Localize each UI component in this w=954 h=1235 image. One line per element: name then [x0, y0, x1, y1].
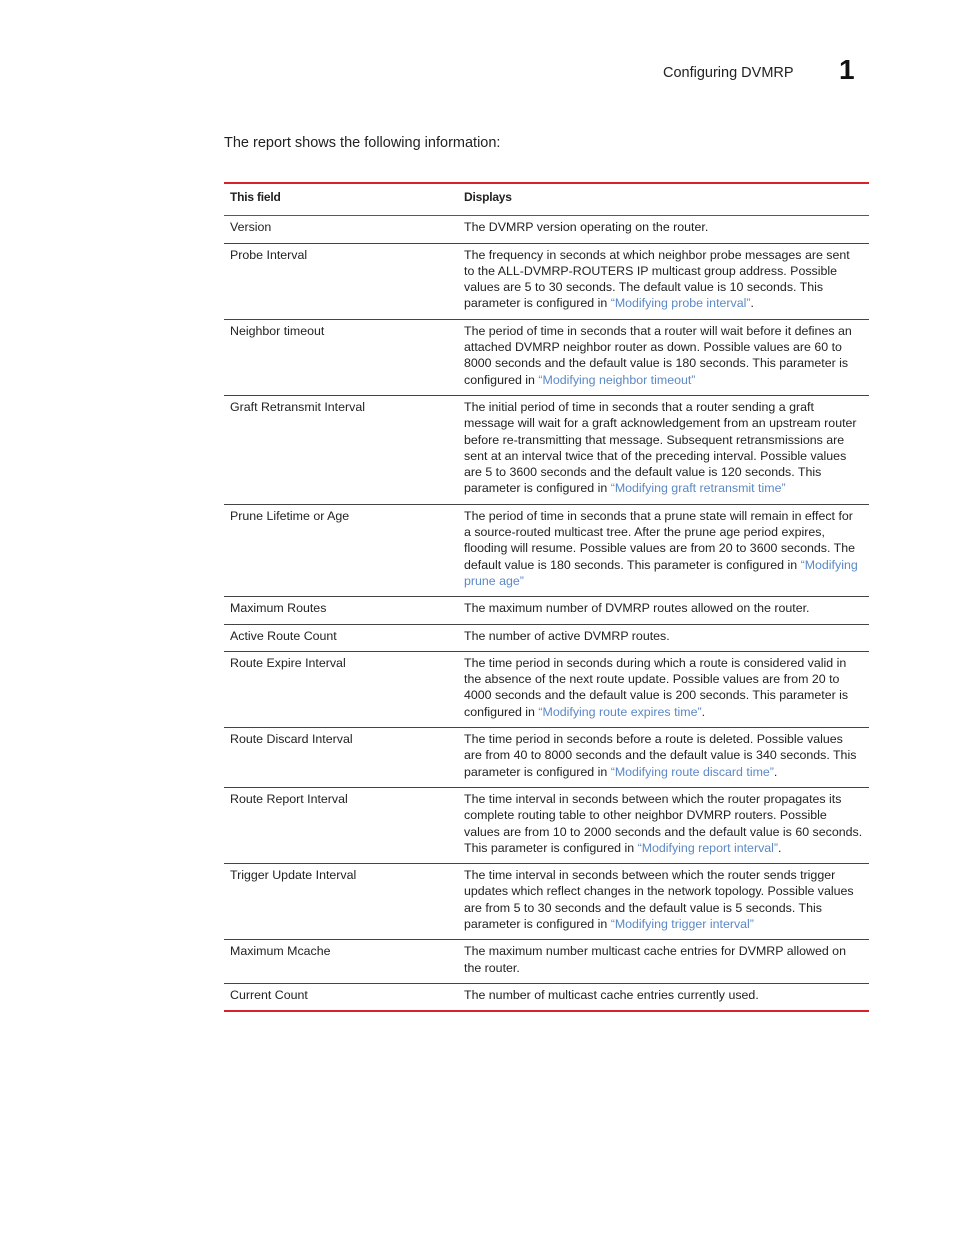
field-name: Route Report Interval — [224, 787, 458, 863]
cross-reference-link[interactable]: “Modifying trigger interval” — [610, 916, 754, 931]
cross-reference-link[interactable]: “Modifying graft retransmit time” — [610, 481, 786, 496]
table-row — [224, 395, 869, 504]
field-name: Route Expire Interval — [224, 651, 458, 727]
field-description — [458, 651, 869, 727]
description-text: The maximum number of DVMRP routes allowed on the router. — [464, 601, 810, 616]
table-row — [224, 864, 869, 940]
cross-reference-link[interactable]: “Modifying prune age” — [464, 557, 858, 588]
table-row — [224, 319, 869, 395]
running-header-title: Configuring DVMRP — [663, 65, 794, 81]
field-name: Version — [224, 216, 458, 243]
cross-reference-link[interactable]: “Modifying neighbor timeout” — [538, 372, 696, 387]
description-text: The time interval in seconds between which the router propagates its complete routing table to other neighbor DVMRP routers. Possible values are from 10 to 2000 seconds and the default value is 60 seconds. This parameter is configured in — [464, 791, 863, 855]
field-description — [458, 243, 869, 319]
field-name: Maximum Mcache — [224, 940, 458, 984]
table-header-row — [224, 183, 869, 216]
field-description — [458, 983, 869, 1011]
table-row — [224, 940, 869, 984]
field-description — [458, 504, 869, 596]
table-row — [224, 597, 869, 624]
table-row — [224, 504, 869, 596]
field-name: Current Count — [230, 987, 308, 1002]
field-name: Route Discard Interval — [224, 728, 458, 788]
description-text: The maximum number multicast cache entries for DVMRP allowed on the router. — [464, 944, 846, 975]
report-fields-table — [224, 182, 869, 1012]
column-header-displays: Displays — [458, 183, 869, 216]
table-row — [224, 243, 869, 319]
field-name: Neighbor timeout — [224, 319, 458, 395]
field-description — [458, 395, 869, 504]
field-description — [458, 940, 869, 984]
table-row — [224, 651, 869, 727]
field-name: Probe Interval — [224, 243, 458, 319]
column-header-field: This field — [224, 183, 458, 216]
table-row — [224, 983, 869, 1011]
field-description — [458, 597, 869, 624]
field-description — [458, 864, 869, 940]
description-text: The time period in seconds during which a route is considered valid in the absence of the next route update. Possible values are from 20 to 4000 seconds and the default value is 200 seconds. This parameter is configured in — [464, 655, 849, 719]
description-suffix: . — [773, 764, 778, 779]
cross-reference-link[interactable]: “Modifying report interval” — [637, 840, 779, 855]
description-text: The number of active DVMRP routes. — [464, 628, 670, 643]
description-text: The time interval in seconds between which the router sends trigger updates which reflect changes in the network topology. Possible values are from 5 to 30 seconds and the default value is 5 seconds. This parameter is configured in — [464, 868, 854, 931]
field-name: Trigger Update Interval — [224, 864, 458, 940]
intro-paragraph: The report shows the following information: — [224, 135, 501, 151]
description-suffix: . — [778, 840, 782, 855]
description-text: The period of time in seconds that a router will wait before it defines an attached DVMRP neighbor router as down. Possible values are 60 to 8000 seconds and the default value is 180 seconds. This parameter is configured in — [464, 323, 852, 387]
cross-reference-link[interactable]: “Modifying route expires time” — [538, 704, 702, 719]
field-description — [458, 319, 869, 395]
description-text: The frequency in seconds at which neighbor probe messages are sent to the ALL-DVMRP-ROUTERS IP multicast group address. Possible values are 5 to 30 seconds. The default value is 10 seconds. This parameter is configured in — [464, 247, 850, 311]
field-description — [458, 787, 869, 863]
field-description — [458, 216, 869, 243]
field-description — [458, 624, 869, 651]
description-suffix: . — [750, 296, 754, 311]
field-name: Graft Retransmit Interval — [224, 395, 458, 504]
field-name: Prune Lifetime or Age — [224, 504, 458, 596]
cross-reference-link[interactable]: “Modifying probe interval” — [610, 296, 751, 311]
table-row — [224, 787, 869, 863]
description-text: The time period in seconds before a route is deleted. Possible values are from 40 to 8000 seconds and the default value is 340 seconds. This parameter is configured in — [464, 732, 857, 779]
table-row — [224, 728, 869, 788]
description-text: The DVMRP version operating on the router. — [464, 220, 709, 235]
description-text: The number of multicast cache entries currently used. — [464, 987, 759, 1002]
field-name: Active Route Count — [224, 624, 458, 651]
description-text: The initial period of time in seconds that a router sending a graft message will wait for a graft acknowledgement from an upstream router before re-transmitting that message. Subsequent retransmissions are sent at an interval twice that of the preceding interval. Possible values are 5 to 3600 seconds and the default value is 120 seconds. This parameter is configured in — [464, 399, 857, 496]
cross-reference-link[interactable]: “Modifying route discard time” — [610, 764, 774, 779]
field-name: Maximum Routes — [224, 597, 458, 624]
description-text: The period of time in seconds that a prune state will remain in effect for a source-routed multicast tree. After the prune age period expires, flooding will resume. Possible values are from 20 to 3600 seconds. The default value is 180 seconds. This parameter is configured in — [464, 508, 855, 572]
table-row — [224, 624, 869, 651]
field-description — [458, 728, 869, 788]
chapter-number: 1 — [839, 54, 855, 85]
description-suffix: . — [701, 704, 706, 719]
table-row — [224, 216, 869, 243]
